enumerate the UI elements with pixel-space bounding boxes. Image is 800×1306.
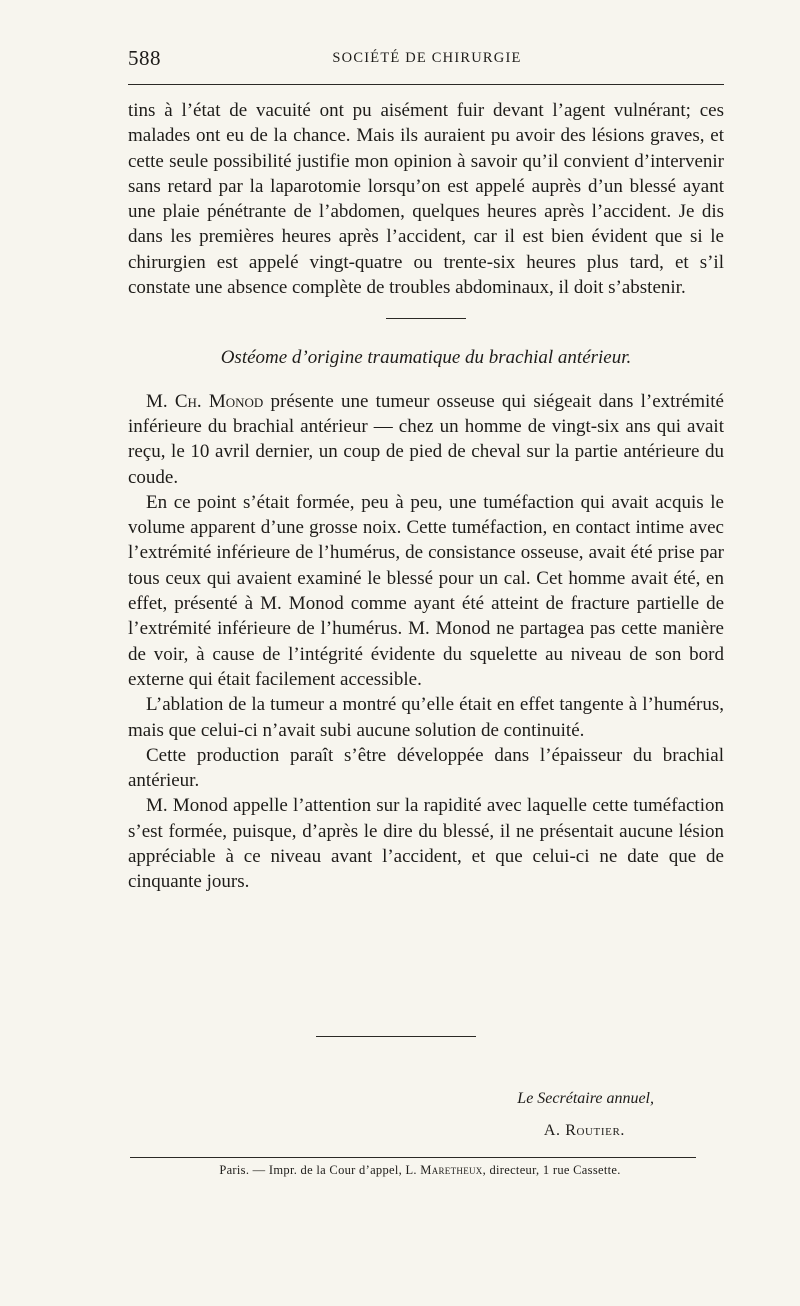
imprint-text-start: Paris. — Impr. de la Cour d’appel, L. [219, 1163, 421, 1177]
body-text [128, 98, 724, 895]
article-paragraph-1 [128, 389, 724, 490]
article-paragraph-2: En ce point s’était formée, peu à peu, une tuméfaction qui avait acquis le volume apparent d’une grosse noix. Cette tuméfaction, en contact intime avec l’extrémité inférieure de l’humérus, de consistance osseuse, avait été prise par tous ceux qui avaient examiné le blessé pour un cal. Cet homme avait été, en effet, présenté à M. Monod comme ayant été atteint de fracture partielle de l’extrémité inférieure de l’humérus. M. Monod ne partagea pas cette manière de voir, à cause de l’intégrité évidente du squelette au niveau de son bord externe qui était facilement accessible. [128, 491, 724, 690]
signature-surname: Routier. [565, 1122, 625, 1139]
footer-rule [130, 1157, 696, 1158]
signature-name [380, 1122, 625, 1140]
page-number: 588 [128, 46, 161, 70]
article-paragraph-3: L’ablation de la tumeur a montré qu’elle était en effet tangente à l’humérus, mais que celui-ci n’avait subi aucune solution de continuité. [128, 694, 724, 741]
signature-initial: A. [543, 1122, 566, 1139]
printer-imprint [140, 1163, 700, 1178]
article-title: Ostéome d’origine traumatique du brachial antérieur. [220, 347, 632, 369]
author-name: Ch. Monod [174, 390, 264, 412]
end-rule [316, 1036, 476, 1037]
header-rule [128, 84, 724, 85]
imprint-printer-name: Maretheux [420, 1163, 483, 1177]
imprint-text-end: , directeur, 1 rue Cassette. [482, 1163, 621, 1177]
page-header [128, 46, 726, 72]
paragraph-text: présente une tumeur osseuse qui siégeait dans l’extrémité inférieure du brachial antérieur — chez un homme de vingt-six ans qui avait reçu, le 10 avril dernier, un coup de pied de cheval sur la partie antérieure du coude. [128, 390, 724, 488]
signature-role: Le Secrétaire annuel, [517, 1090, 654, 1107]
running-title: SOCIÉTÉ DE CHIRURGIE [332, 50, 522, 66]
continuation-paragraph: tins à l’état de vacuité ont pu aisément fuir devant l’agent vulnérant; ces malades ont eu de la chance. Mais ils auraient pu avoir des lésions graves, et cette seule possibilité justifie mon opinion à savoir qu’il convient d’intervenir sans retard par la laparotomie lorsqu’on est appelé auprès d’un blessé ayant une plaie pénétrante de l’abdomen, quelques heures après l’accident. Je dis dans les premières heures après l’accident, car il est bien évident que si le chirurgien est appelé vingt-quatre ou trente-six heures plus tard, et s’il constate une absence complète de troubles abdominaux, il doit s’abstenir. [128, 100, 724, 299]
article-paragraph-5: M. Monod appelle l’attention sur la rapidité avec laquelle cette tuméfaction s’est formée, puisque, d’après le dire du blessé, il ne présentait aucune lésion appréciable à ce niveau avant l’accident, et que celui-ci ne date que de cinquante jours. [128, 795, 724, 893]
section-separator-rule [386, 318, 466, 319]
article-paragraph-4: Cette production paraît s’être développée dans l’épaisseur du brachial antérieur. [128, 744, 724, 792]
paragraph-lead: M. [146, 390, 175, 412]
